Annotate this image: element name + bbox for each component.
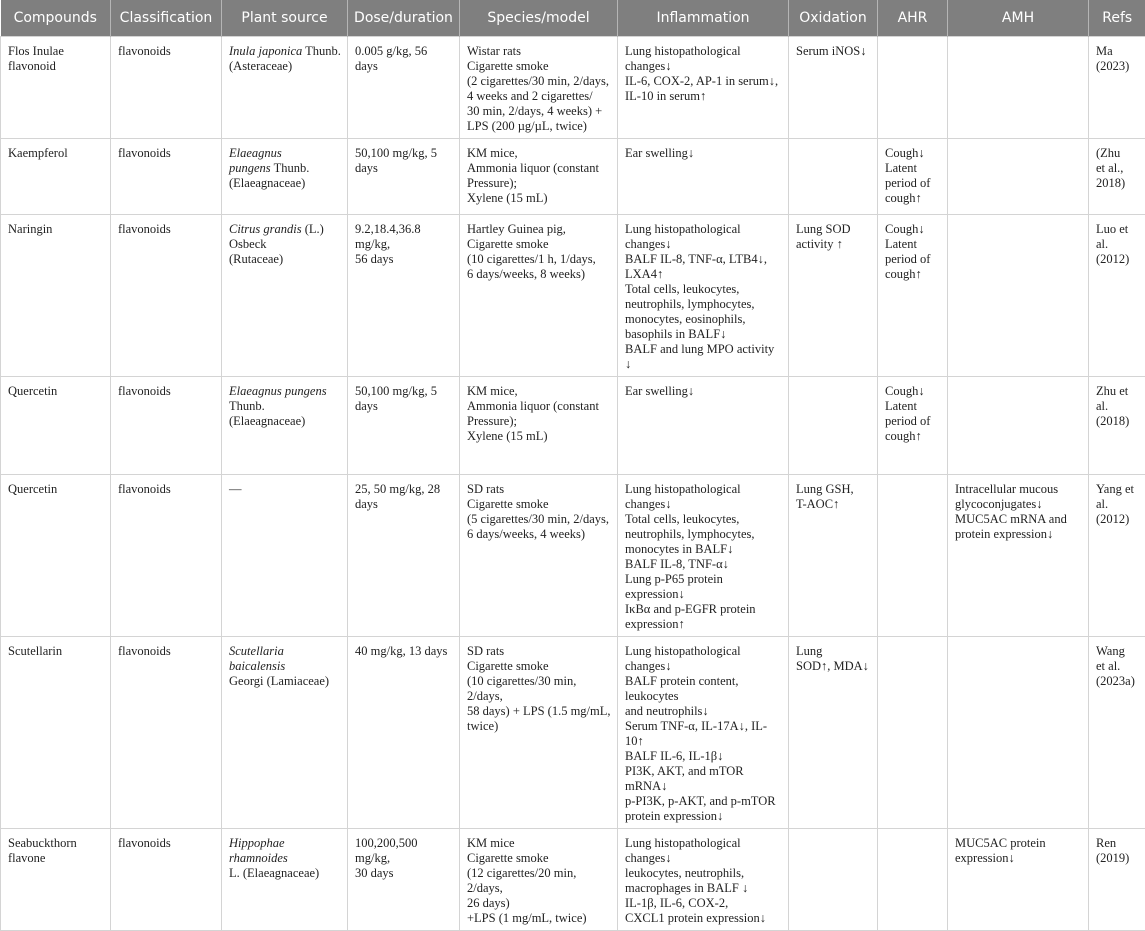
plant-authority-family: Georgi (Lamiaceae) <box>229 674 329 688</box>
cell-refs: Wang et al. (2023a) <box>1089 637 1145 829</box>
cell-plant-source <box>222 215 348 377</box>
table-row <box>1 377 1145 475</box>
cell-ahr <box>878 829 948 931</box>
cell-oxidation <box>789 829 878 931</box>
cell-species-model: KM mice Cigarette smoke (12 cigarettes/20 min, 2/days, 26 days) +LPS (1 mg/mL, twice) <box>460 829 618 931</box>
cell-inflammation: Ear swelling↓ <box>618 377 789 475</box>
cell-ahr <box>878 37 948 139</box>
cell-oxidation: Lung SOD↑, MDA↓ <box>789 637 878 829</box>
cell-dose-duration: 0.005 g/kg, 56 days <box>348 37 460 139</box>
cell-plant-source <box>222 377 348 475</box>
cell-compounds: Quercetin <box>1 475 111 637</box>
column-header-species-model: Species/model <box>460 0 618 37</box>
cell-refs: Ma (2023) <box>1089 37 1145 139</box>
cell-refs: Zhu et al. (2018) <box>1089 377 1145 475</box>
cell-species-model: SD rats Cigarette smoke (10 cigarettes/30 min, 2/days, 58 days) + LPS (1.5 mg/mL, twice) <box>460 637 618 829</box>
cell-inflammation: Lung histopathological changes↓ BALF IL-8, TNF-α, LTB4↓, LXA4↑ Total cells, leukocytes, neutrophils, lymphocytes, monocytes, eosinophils, basophils in BALF↓ BALF and lung MPO activity ↓ <box>618 215 789 377</box>
cell-refs: Yang et al. (2012) <box>1089 475 1145 637</box>
column-header-classification: Classification <box>111 0 222 37</box>
cell-amh <box>948 215 1089 377</box>
cell-ahr <box>878 475 948 637</box>
cell-amh <box>948 37 1089 139</box>
cell-ahr: Cough↓ Latent period of cough↑ <box>878 215 948 377</box>
cell-dose-duration: 9.2,18.4,36.8 mg/kg, 56 days <box>348 215 460 377</box>
cell-oxidation <box>789 139 878 215</box>
cell-refs: (Zhu et al., 2018) <box>1089 139 1145 215</box>
cell-dose-duration: 40 mg/kg, 13 days <box>348 637 460 829</box>
column-header-compounds: Compounds <box>1 0 111 37</box>
table-row <box>1 37 1145 139</box>
column-header-refs: Refs <box>1089 0 1145 37</box>
cell-species-model: Wistar rats Cigarette smoke (2 cigarettes/30 min, 2/days, 4 weeks and 2 cigarettes/ 30 min, 2/days, 4 weeks) + LPS (200 µg/µL, twice) <box>460 37 618 139</box>
cell-species-model: Hartley Guinea pig, Cigarette smoke (10 cigarettes/1 h, 1/days, 6 days/weeks, 8 weeks) <box>460 215 618 377</box>
cell-refs: Luo et al. (2012) <box>1089 215 1145 377</box>
cell-ahr <box>878 637 948 829</box>
table-row <box>1 215 1145 377</box>
cell-compounds: Kaempferol <box>1 139 111 215</box>
cell-compounds: Seabuckthorn flavone <box>1 829 111 931</box>
plant-species-name: Scutellaria baicalensis <box>229 644 285 673</box>
plant-species-name: Hippophae rhamnoides <box>229 836 288 865</box>
plant-species-name: Inula japonica <box>229 44 302 58</box>
cell-oxidation: Serum iNOS↓ <box>789 37 878 139</box>
cell-inflammation: Ear swelling↓ <box>618 139 789 215</box>
plant-authority-family: Thunb. (Elaeagnaceae) <box>229 161 309 190</box>
cell-compounds: Flos Inulae flavonoid <box>1 37 111 139</box>
cell-amh <box>948 139 1089 215</box>
cell-oxidation: Lung GSH, T-AOC↑ <box>789 475 878 637</box>
cell-compounds: Quercetin <box>1 377 111 475</box>
table-row <box>1 139 1145 215</box>
table-row <box>1 829 1145 931</box>
cell-classification: flavonoids <box>111 37 222 139</box>
cell-dose-duration: 25, 50 mg/kg, 28 days <box>348 475 460 637</box>
cell-compounds: Scutellarin <box>1 637 111 829</box>
cell-refs: Ren (2019) <box>1089 829 1145 931</box>
plant-species-name: Elaeagnus pungens <box>229 146 282 175</box>
cell-amh: MUC5AC protein expression↓ <box>948 829 1089 931</box>
cell-classification: flavonoids <box>111 377 222 475</box>
cell-inflammation: Lung histopathological changes↓ IL-6, COX-2, AP-1 in serum↓, IL-10 in serum↑ <box>618 37 789 139</box>
cell-ahr: Cough↓ Latent period of cough↑ <box>878 377 948 475</box>
cell-classification: flavonoids <box>111 829 222 931</box>
cell-plant-source <box>222 139 348 215</box>
cell-species-model: KM mice, Ammonia liquor (constant Pressure); Xylene (15 mL) <box>460 377 618 475</box>
table-row <box>1 637 1145 829</box>
cell-dose-duration: 50,100 mg/kg, 5 days <box>348 139 460 215</box>
plant-authority-family: L. (Elaeagnaceae) <box>229 866 319 880</box>
cell-plant-source <box>222 637 348 829</box>
cell-species-model: KM mice, Ammonia liquor (constant Pressure); Xylene (15 mL) <box>460 139 618 215</box>
cell-inflammation: Lung histopathological changes↓ Total cells, leukocytes, neutrophils, lymphocytes, monocytes in BALF↓ BALF IL-8, TNF-α↓ Lung p-P65 protein expression↓ IκBα and p-EGFR protein expression↑ <box>618 475 789 637</box>
plant-species-name: Elaeagnus pungens <box>229 384 327 398</box>
plant-authority-family: Thunb. (Asteraceae) <box>229 44 341 73</box>
cell-dose-duration: 50,100 mg/kg, 5 days <box>348 377 460 475</box>
cell-classification: flavonoids <box>111 637 222 829</box>
column-header-plant-source: Plant source <box>222 0 348 37</box>
cell-amh: Intracellular mucous glycoconjugates↓ MUC5AC mRNA and protein expression↓ <box>948 475 1089 637</box>
cell-dose-duration: 100,200,500 mg/kg, 30 days <box>348 829 460 931</box>
cell-inflammation: Lung histopathological changes↓ leukocytes, neutrophils, macrophages in BALF ↓ IL-1β, IL-6, COX-2, CXCL1 protein expression↓ <box>618 829 789 931</box>
cell-compounds: Naringin <box>1 215 111 377</box>
cell-inflammation: Lung histopathological changes↓ BALF protein content, leukocytes and neutrophils↓ Serum TNF-α, IL-17A↓, IL-10↑ BALF IL-6, IL-1β↓ PI3K, AKT, and mTOR mRNA↓ p-PI3K, p-AKT, and p-mTOR protein expression↓ <box>618 637 789 829</box>
cell-plant-source <box>222 475 348 637</box>
column-header-ahr: AHR <box>878 0 948 37</box>
cell-oxidation <box>789 377 878 475</box>
column-header-dose-duration: Dose/duration <box>348 0 460 37</box>
column-header-amh: AMH <box>948 0 1089 37</box>
table-header <box>1 0 1145 37</box>
table-row <box>1 475 1145 637</box>
cell-classification: flavonoids <box>111 139 222 215</box>
plant-authority-family: — <box>229 482 242 496</box>
cell-species-model: SD rats Cigarette smoke (5 cigarettes/30 min, 2/days, 6 days/weeks, 4 weeks) <box>460 475 618 637</box>
cell-ahr: Cough↓ Latent period of cough↑ <box>878 139 948 215</box>
cell-amh <box>948 637 1089 829</box>
column-header-oxidation: Oxidation <box>789 0 878 37</box>
cell-plant-source <box>222 829 348 931</box>
cell-oxidation: Lung SOD activity ↑ <box>789 215 878 377</box>
cell-plant-source <box>222 37 348 139</box>
column-header-inflammation: Inflammation <box>618 0 789 37</box>
cell-amh <box>948 377 1089 475</box>
cell-classification: flavonoids <box>111 215 222 377</box>
plant-authority-family: Thunb. (Elaeagnaceae) <box>229 399 305 428</box>
table-body <box>1 37 1145 931</box>
cell-classification: flavonoids <box>111 475 222 637</box>
plant-authority-family: (L.) Osbeck (Rutaceae) <box>229 222 324 266</box>
plant-species-name: Citrus grandis <box>229 222 302 236</box>
